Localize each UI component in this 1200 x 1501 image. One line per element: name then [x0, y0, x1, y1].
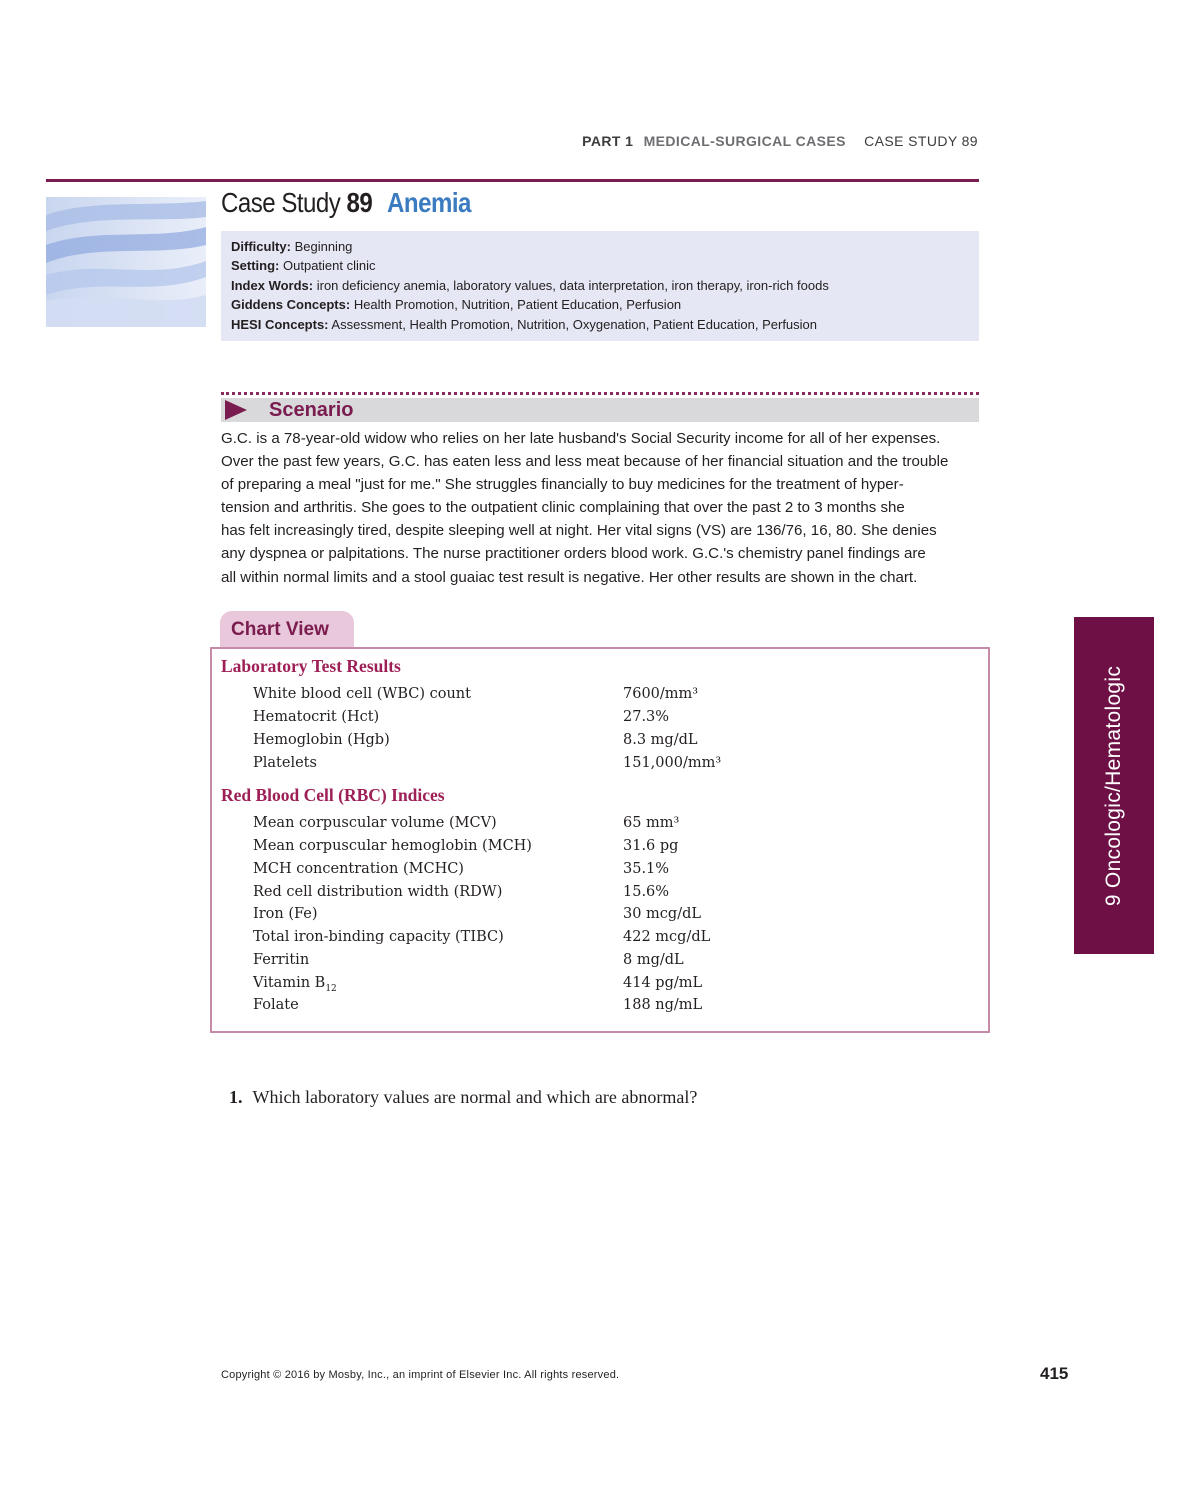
lab-row	[253, 838, 953, 861]
lab-name: Iron (Fe)	[253, 906, 318, 922]
lab-value: 30 mcg/dL	[623, 906, 702, 922]
running-header	[582, 133, 978, 149]
scenario-line: has felt increasingly tired, despite sleeping well at night. Her vital signs (VS) are 136/76, 16, 80. She denies	[221, 522, 937, 540]
lab-name: Platelets	[253, 755, 317, 771]
lab-row	[253, 975, 953, 998]
lab-name: Vitamin $B_{12}$	[253, 975, 337, 994]
lab-value: 414 pg/mL	[623, 975, 703, 991]
case-topic: Anemia	[387, 187, 471, 218]
lab-row	[253, 686, 953, 709]
meta-setting: Setting: Outpatient clinic	[231, 258, 376, 274]
lab-name: Red cell distribution width (RDW)	[253, 884, 503, 900]
chart-view-tab: Chart View	[220, 611, 354, 647]
copyright-notice: Copyright © 2016 by Mosby, Inc., an imprint of Elsevier Inc. All rights reserved.	[221, 1369, 620, 1381]
question-1	[229, 1087, 697, 1108]
lab-name: Hemoglobin (Hgb)	[253, 732, 390, 748]
case-number: 89	[346, 187, 373, 218]
lab-value: 27.3%	[623, 709, 670, 725]
lab-name: Mean corpuscular volume (MCV)	[253, 815, 497, 831]
lab-row	[253, 929, 953, 952]
scenario-text	[221, 427, 981, 589]
lab-name: Hematocrit (Hct)	[253, 709, 380, 725]
scenario-line: of preparing a meal "just for me." She struggles financially to buy medicines for the treatment of hyper-	[221, 476, 904, 494]
lab-value: 8.3 mg/dL	[623, 732, 698, 748]
lab-value: 35.1%	[623, 861, 670, 877]
scenario-heading: Scenario	[269, 399, 354, 421]
lab-name-subscript: 12	[325, 983, 337, 994]
scenario-line: G.C. is a 78-year-old widow who relies on her late husband's Social Security income for all of her expenses.	[221, 430, 941, 447]
lab-value: 7600/mm³	[623, 686, 699, 702]
meta-difficulty: Difficulty: Beginning	[231, 239, 353, 254]
question-number: 1.	[229, 1087, 243, 1107]
lab-value: 188 ng/mL	[623, 997, 703, 1013]
lab-row	[253, 755, 953, 778]
lab-name: MCH concentration (MCHC)	[253, 861, 464, 877]
lab-row	[253, 861, 953, 884]
lab-row	[253, 884, 953, 907]
header-rule	[46, 179, 979, 182]
rbc-indices-heading: Red Blood Cell (RBC) Indices	[221, 785, 445, 805]
chapter-side-label: 9 Oncologic/Hematologic	[1102, 665, 1125, 906]
question-text: Which laboratory values are normal and which are abnormal?	[252, 1087, 698, 1107]
chapter-side-tab	[1074, 617, 1154, 954]
arrow-right-icon	[225, 400, 247, 420]
part-label: PART 1	[582, 133, 634, 149]
meta-index-words: Index Words: iron deficiency anemia, laboratory values, data interpretation, iron therapy, iron-rich foods	[231, 277, 829, 293]
section-label: MEDICAL-SURGICAL CASES	[643, 133, 846, 149]
meta-giddens-concepts: Giddens Concepts: Health Promotion, Nutrition, Patient Education, Perfusion	[231, 297, 682, 313]
lab-value: 8 mg/dL	[623, 952, 684, 968]
lab-results-heading: Laboratory Test Results	[221, 656, 401, 676]
scenario-line: any dyspnea or palpitations. The nurse practitioner orders blood work. G.C.'s chemistry panel findings are	[221, 545, 926, 563]
case-title	[221, 187, 471, 219]
page-number: 415	[1040, 1364, 1069, 1383]
case-meta-box	[221, 231, 979, 341]
lab-value: 15.6%	[623, 884, 670, 900]
lab-name: Total iron-binding capacity (TIBC)	[253, 929, 504, 945]
lab-row	[253, 997, 953, 1020]
lab-value: 31.6 pg	[623, 838, 679, 854]
lab-name: Folate	[253, 997, 299, 1013]
scenario-dotted-rule	[221, 392, 979, 395]
lab-row	[253, 709, 953, 732]
lab-value: 422 mcg/dL	[623, 929, 711, 945]
lab-value: 151,000/mm³	[623, 755, 722, 771]
case-label: CASE STUDY 89	[864, 133, 978, 149]
lab-name: Ferritin	[253, 952, 310, 968]
case-title-prefix: Case Study	[221, 187, 341, 218]
lab-row	[253, 906, 953, 929]
wave-decoration	[46, 197, 206, 327]
scenario-line: Over the past few years, G.C. has eaten less and less meat because of her financial situation and the trouble	[221, 453, 949, 471]
scenario-line: tension and arthritis. She goes to the outpatient clinic complaining that over the past 2 to 3 months she	[221, 499, 905, 517]
lab-name: Mean corpuscular hemoglobin (MCH)	[253, 838, 532, 854]
lab-row	[253, 952, 953, 975]
lab-row	[253, 732, 953, 755]
lab-row	[253, 815, 953, 838]
scenario-line: all within normal limits and a stool guaiac test result is negative. Her other results are shown in the chart.	[221, 568, 918, 586]
lab-value: 65 mm³	[623, 815, 680, 831]
meta-hesi-concepts: HESI Concepts: Assessment, Health Promotion, Nutrition, Oxygenation, Patient Education, Perfusion	[231, 316, 818, 332]
lab-name: White blood cell (WBC) count	[253, 686, 471, 702]
